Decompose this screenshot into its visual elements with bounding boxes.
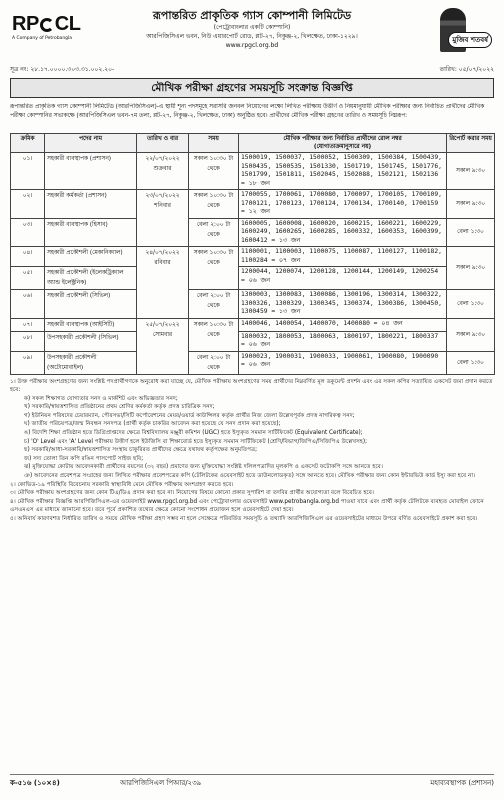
centenary-badge: মুজিব শতবর্ষ (448, 32, 492, 48)
row-rolls: 1200044, 1200074, 1200128, 1200144, 1200149, 1200254 = ০৬ জন (239, 267, 447, 290)
rolls-subheader: (যোগ্যতাক্রমানুসারে নয়) (313, 144, 372, 150)
row-time: বেলা ২:০০ টা থেকে (189, 290, 239, 319)
row-date: ২৩/০৭/২০২২ শনিবার (137, 190, 189, 247)
row-post: সহকারী প্রকৌশলী (মেকানিক্যাল) (45, 247, 137, 267)
logo-subtitle: A Company of Petrobangla (12, 36, 73, 41)
col-rolls: মৌখিক পরীক্ষার জন্য নির্বাচিত প্রার্থীদের রোল নম্বর (যোগ্যতাক্রমানুসারে নয়) (239, 134, 447, 153)
note-item: জ) সদ্য তোলা তিন কপি রঙিন পাসপোর্ট সাইজ ছবি; (24, 455, 144, 462)
row-post: সহকারী কর্মকর্তা (প্রশাসন) (45, 190, 137, 219)
header (10, 6, 494, 64)
notice-title: মৌখিক পরীক্ষা গ্রহণের সময়সূচি সংক্রান্ত বিজ্ঞপ্তি (10, 78, 494, 98)
row-serial: ০৬। (11, 290, 45, 319)
row-rolls: 1400046, 1400054, 1400070, 1400080 = ০৪ জন (239, 318, 447, 331)
note-item: ২। কোভিড-১৯ পরিস্থিতি বিবেচনায় সরকারি স্বাস্থ্যবিধি মেনে মৌখিক পরীক্ষায় অংশগ্রহণ করতে হবে। (10, 481, 234, 488)
company-info (90, 8, 414, 50)
table-row (11, 290, 495, 319)
row-post: সহকারী ব্যবস্থাপক (হিসাব) (45, 218, 137, 247)
col-post: পদের নাম (45, 134, 137, 153)
gas-flame-icon (40, 18, 54, 32)
row-time: সকাল ১০:৩০ টা থেকে (189, 190, 239, 219)
row-serial: ০৮। (11, 331, 45, 351)
reference-number: সূত্র নং: ২৮.১৭.০০০০.৩০৩.৩১.০০২.২০- (10, 66, 115, 73)
row-rolls: 1700055, 1700061, 1700080, 1700097, 1700105, 1700109, 1700121, 1700123, 1700124, 1700134, 1700140, 1700159 = ১২ জন (239, 190, 447, 219)
table-row (11, 351, 495, 374)
note-item: ঞ) আবেদনের প্রবেশপত্র সংগ্রহের জন্য লিখিত পরীক্ষার প্রবেশপত্রের কপি (টেলিটকের ওয়েবসাইট হতে ডাউনলোডকৃত) সঙ্গে আনতে হবে। মৌখিক পরীক্ষার জন্য কোন ইন্টারভিউ কার্ড ইস্যু করা হবে না। (24, 473, 476, 480)
table-row (11, 190, 495, 219)
table-row (11, 331, 495, 351)
row-post: সহকারী ব্যবস্থাপক (প্রশাসন) (45, 153, 137, 190)
row-time: সকাল ১০:৩০ টা থেকে (189, 153, 239, 190)
note-item: ঘ) জাতীয় পরিচয়পত্র/জন্ম নিবন্ধন সনদপত্র (প্রার্থী কর্তৃক চাকরির আবেদন করা হয়েছে যে সনদ প্রদান করা হয়েছে); (24, 421, 281, 428)
row-date: ২২/০৭/২০২২ শুক্রবার (137, 153, 189, 190)
row-report: বেলা ১:৩০ (447, 351, 495, 374)
table-row (11, 153, 495, 190)
company-affiliation: (পেট্রোবাংলার একটি কোম্পানি) (213, 24, 291, 31)
press-code: আরপিজিসিএল পিআর/২৩৯ (120, 779, 202, 787)
note-item: ৪। মৌখিক পরীক্ষার বিজ্ঞপ্তি আরপিজিসিএল-এর ওয়েবসাইট www.rpgcl.org.bd এবং পেট্রোবাংলার ওয়েবসাইট www.petrobangla.org.bd পাওয়া যাবে এবং প্রার্থী কর্তৃক টেলিটকে ব্যবহৃত মোবাইল ফোনে এসএমএস এর মাধ্যমে জানানো হবে। তবে পূর্বে প্রকাশিত তথ্যের ক্ষেত্রে কোনো সংশোধন প্রয়োজন হলে ওয়েবসাইটে দেয়া হবে। (10, 498, 484, 514)
company-website: www.rpgcl.org.bd (225, 42, 279, 49)
table-row (11, 218, 495, 247)
row-time: সকাল ১০:৩০ টা থেকে (189, 318, 239, 351)
row-report: বেলা ১:৩০ (447, 290, 495, 319)
row-rolls: 1100001, 1100003, 1100075, 1100087, 1100127, 1100182, 1100284 = ০৭ জন (239, 247, 447, 267)
row-report: বেলা ১:৩০ (447, 218, 495, 247)
row-rolls: 1900023, 1900031, 1900033, 1900061, 1900080, 1900090 = ০৬ জন (239, 351, 447, 374)
row-serial: ০৪। (11, 247, 45, 267)
mujib-centenary-emblem (414, 8, 492, 56)
note-item: চ) 'O' Level এবং 'A' Level পরীক্ষায় উত্তীর্ণ হলে ইউজিসি বা শিক্ষাবোর্ড হতে ইস্যুকৃত সমমান সার্টিফিকেট (শ্রেণি/বিভাগ/জিপিএ/সিজিপিএ উল্লেখসহ); (24, 438, 368, 445)
row-serial: ০২। (11, 190, 45, 219)
company-name: রূপান্তরিত প্রাকৃতিক গ্যাস কোম্পানী লিমিটেড (152, 9, 352, 22)
row-time: সকাল ১০:৩০ টা থেকে (189, 247, 239, 290)
company-logo: RP CL A Company of Petrobangla (12, 14, 92, 42)
col-time: সময় (189, 134, 239, 153)
footer (10, 774, 494, 791)
col-report: রিপোর্ট করার সময় (447, 134, 495, 153)
row-serial: ০৫। (11, 267, 45, 290)
intro-paragraph: রূপান্তরিত প্রাকৃতিক গ্যাস কোম্পানী লিমিটেড (আরপিজিসিএল)-এ স্থায়ী শূন্য পদসমূহে সরাসরি জনবল নিয়োগের লক্ষ্যে লিখিত পরীক্ষায় উত্তীর্ণ ও নিয়মানুযায়ী মৌখিক পরীক্ষার জন্য নির্বাচিত প্রার্থীদের মৌখিক পরীক্ষা কোম্পানির সভাকক্ষে (আরপিজিসিএল ভবন-৭ম তলা, প্লট-২৭, নিকুঞ্জ-২, খিলক্ষেত, ঢাকা) অনুষ্ঠিত হবে। প্রার্থীদের মৌখিক পরীক্ষা গ্রহণের তারিখ ও সময়সূচি নিম্নরূপ: (10, 104, 485, 119)
signatory: মহাব্যবস্থাপক (প্রশাসন) (430, 779, 494, 787)
col-serial: ক্রমিক (11, 134, 45, 153)
row-post: সহকারী প্রকৌশলী (ইলেকট্রিক্যাল অ্যান্ড ইলেক্ট্রনিক) (45, 267, 137, 290)
note-item: ১। উক্ত পরীক্ষায় অংশগ্রহণের জন্য সংশ্লিষ্ট পদপ্রার্থীগণকে অনুরোধ করা যাচ্ছে যে, মৌখিক পরীক্ষায় অংশগ্রহণের সময় প্রার্থীদের নিম্নবর্ণিত মূল ডকুমেন্ট প্রদর্শন এবং এর সকল কপির সত্যায়িত একসেট জমা প্রদান করতে হবে: (10, 378, 493, 394)
row-rolls: 1500019, 1500037, 1500052, 1500309, 1500384, 1500439, 1500435, 1500535, 1501330, 1501719, 1501745, 1501776, 1501799, 1501811, 1502045, 1502088, 1502121, 1502136 = ১৮ জন (239, 153, 447, 190)
row-rolls: 1300003, 1300083, 1300086, 1300196, 1300314, 1300322, 1300326, 1300329, 1300345, 1300374, 1300386, 1300450, 1300459 = ১৩ জন (239, 290, 447, 319)
reference-line (10, 64, 494, 76)
row-report: সকাল ৯:৩০ (447, 318, 495, 351)
schedule-table (10, 133, 495, 190)
note-item: গ) ইউনিয়ন পরিষদের চেয়ারম্যান, পৌরসভা/সিটি কর্পোরেশনের মেয়র/ওয়ার্ড কাউন্সিলর কর্তৃক প্রার্থীর নিজ জেলা উল্লেখপূর্বক প্রদত্ত নাগরিকত্ব সনদ; (24, 412, 355, 419)
row-post: উপসহকারী প্রকৌশলী (সিভিল) (45, 331, 137, 351)
row-serial: ০৭। (11, 318, 45, 331)
row-post: উপসহকারী প্রকৌশলী (অটোমোবাইল) (45, 351, 137, 374)
row-post: সহকারী ব্যবস্থাপক (আইসিটি) (45, 318, 137, 331)
row-serial: ০৯। (11, 351, 45, 374)
company-address: আরপিজিসিএল ভবন, নিউ এয়ারপোর্ট রোড, প্লট-২৭, নিকুঞ্জ-২, খিলক্ষেত, ঢাকা-১২২৯। (146, 33, 358, 40)
table-row (11, 318, 495, 331)
note-item: ক) সকল শিক্ষাগত যোগ্যতার সনদ ও মার্কশিট এবং অভিজ্ঞতার সনদ; (24, 395, 178, 402)
notice-date: তারিখ: ০৫/০৭/২০২২ (439, 66, 494, 73)
row-date: ২৫/০৭/২০২২ সোমবার (137, 318, 189, 374)
note-item: ঙ) বিদেশি শিক্ষা প্রতিষ্ঠান হতে ডিগ্রিপ্রাপ্তদের ক্ষেত্রে বিশ্ববিদ্যালয় মঞ্জুরী কমিশন (UGC) হতে ইস্যুকৃত সমমান সার্টিফিকেট (Equivalent Certificate); (24, 430, 363, 437)
note-item: ৫। অনিবার্য কারণবশত নির্ধারিত তারিখ ও সময়ে মৌখিক পরীক্ষা গ্রহণ সম্ভব না হলে সেক্ষেত্রে পরিবর্তিত সময়সূচি ও তথ্যাদি আরপিজিসিএল এর ওয়েবসাইটের মাধ্যমে উপরে বর্ণিত ওয়েবসাইটে প্রকাশ করা হবে। (10, 516, 478, 522)
col-date: তারিখ ও বার (137, 134, 189, 153)
row-report: সকাল ৯:৩০ (447, 247, 495, 290)
schedule-table-body (10, 189, 495, 375)
table-row (11, 267, 495, 290)
instructions (10, 378, 494, 524)
row-time: বেলা ২:০০ টা থেকে (189, 218, 239, 247)
row-serial: ০৩। (11, 218, 45, 247)
row-report: সকাল ৯:৩০ (447, 153, 495, 190)
row-post: সহকারী প্রকৌশলী (সিভিল) (45, 290, 137, 319)
row-date: ২৪/০৭/২০২২ রবিবার (137, 247, 189, 319)
row-rolls: 1600005, 1600008, 1600020, 1600215, 1600221, 1600229, 1600249, 1600265, 1600285, 1600332, 1600353, 1600399, 1600412 = ১৩ জন (239, 218, 447, 247)
table-row (11, 247, 495, 267)
form-number: ক-৫১৬ (১০×৪) (10, 779, 60, 787)
note-item: ছ) সরকারি/আধা-সরকারি/স্বায়ত্তশাসিত সংস্থায় চাকুরিরত প্রার্থীদের ক্ষেত্রে যথাযথ কর্তৃপক্ষের অনুমতিপত্র; (24, 447, 258, 454)
note-item: ঝ) মুক্তিযোদ্ধা কোটায় আবেদনকারী প্রার্থীদের বয়সের (৩২ বছর) প্রমাণের জন্য মুক্তিযোদ্ধা সংশ্লিষ্ট দলিলপত্রাদির মূলকপি ও একসেট ফটোকপি সঙ্গে আনতে হবে। (24, 464, 383, 471)
row-report: সকাল ৯:৩০ (447, 190, 495, 219)
row-rolls: 1800032, 1800053, 1800063, 1800197, 1800221, 1800337 = ০৬ জন (239, 331, 447, 351)
note-item: ৩। মৌখিক পরীক্ষায় অংশগ্রহণের জন্য কোন টিএ/ডিএ প্রদান করা হবে না। নিয়োগের বিষয়ে কোনো প্রকার সুপারিশ বা তদবির প্রার্থীর অযোগ্যতা বলে বিবেচিত হবে। (10, 490, 374, 497)
note-item: খ) সরকারি/স্বায়ত্তশাসিত প্রতিষ্ঠানের প্রথম শ্রেণির কর্মকর্তা কর্তৃক প্রদত্ত চারিত্রিক সনদ; (24, 404, 215, 411)
row-serial: ০১। (11, 153, 45, 190)
row-time: বেলা ২:০০ টা থেকে (189, 351, 239, 374)
table-header-row (11, 134, 495, 153)
